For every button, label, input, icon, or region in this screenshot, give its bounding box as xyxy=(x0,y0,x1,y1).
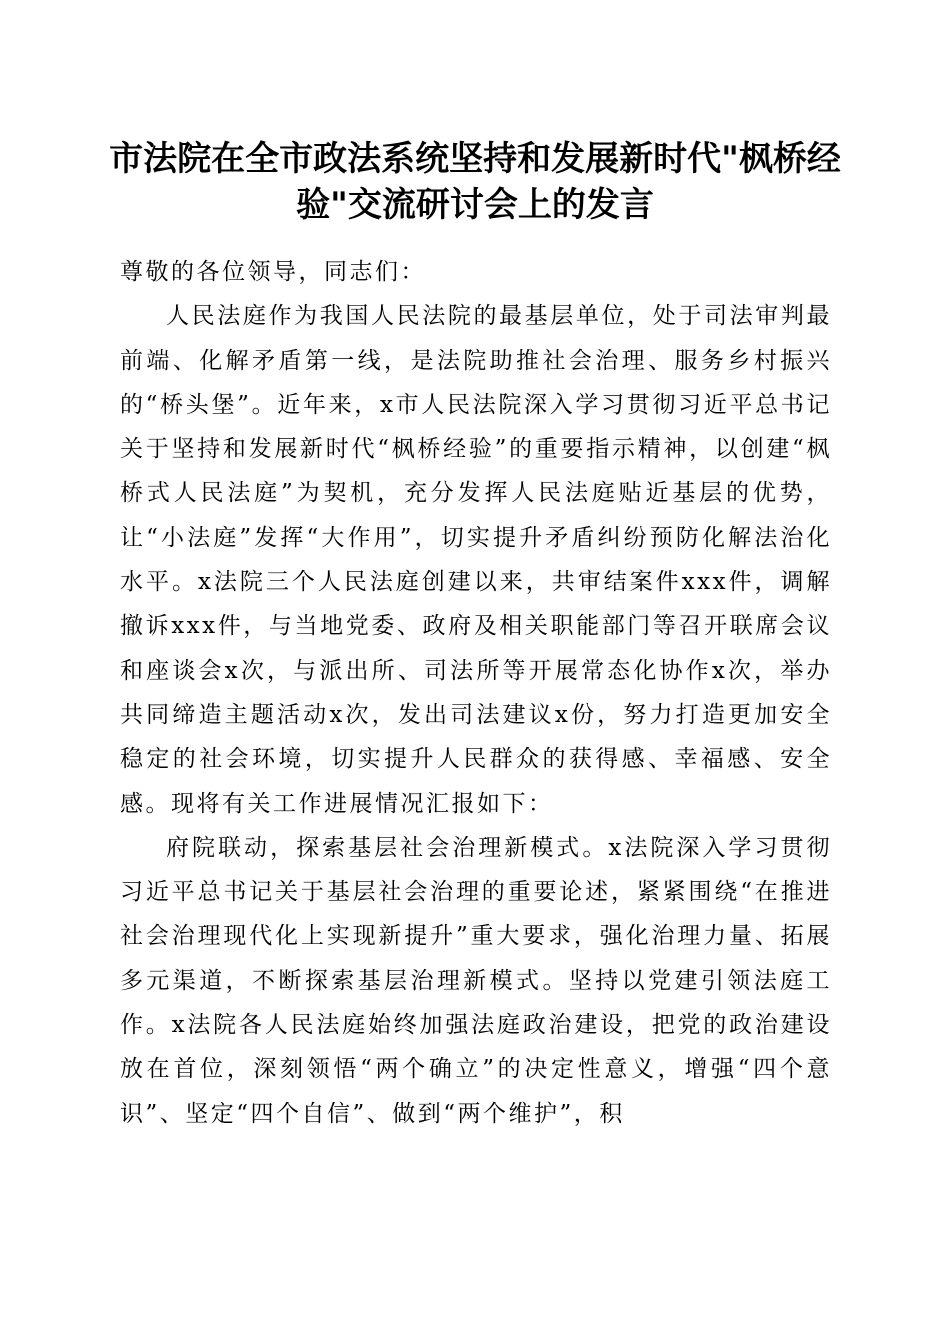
paragraph-section-one: 府院联动，探索基层社会治理新模式。x法院深入学习贯彻习近平总书记关于基层社会治理的重要论述，紧紧围绕“在推进社会治理现代化上实现新提升”重大要求，强化治理力量、拓展多元渠道，不断探索基层治理新模式。坚持以党建引领法庭工作。x法院各人民法庭始终加强法庭政治建设，把党的政治建设放在首位，深刻领悟“两个确立”的决定性意义，增强“四个意识”、坚定“四个自信”、做到“两个维护”，积 xyxy=(120,834,832,1127)
document-body xyxy=(120,250,832,1136)
paragraph-intro: 人民法庭作为我国人民法院的最基层单位，处于司法审判最前端、化解矛盾第一线，是法院助推社会治理、服务乡村振兴的“桥头堡”。近年来，x市人民法院深入学习贯彻习近平总书记关于坚持和发展新时代“枫桥经验”的重要指示精神，以创建“枫桥式人民法庭”为契机，充分发挥人民法庭贴近基层的优势，让“小法庭”发挥“大作用”，切实提升矛盾纠纷预防化解法治化水平。x法院三个人民法庭创建以来，共审结案件xxx件，调解撤诉xxx件，与当地党委、政府及相关职能部门等召开联席会议和座谈会x次，与派出所、司法所等开展常态化协作x次，举办共同缔造主题活动x次，发出司法建议x份，努力打造更加安全稳定的社会环境，切实提升人民群众的获得感、幸福感、安全感。现将有关工作进展情况汇报如下： xyxy=(120,303,832,817)
document-title: 市法院在全市政法系统坚持和发展新时代"枫桥经验"交流研讨会上的发言 xyxy=(109,139,841,225)
salutation: 尊敬的各位领导，同志们： xyxy=(120,259,426,285)
